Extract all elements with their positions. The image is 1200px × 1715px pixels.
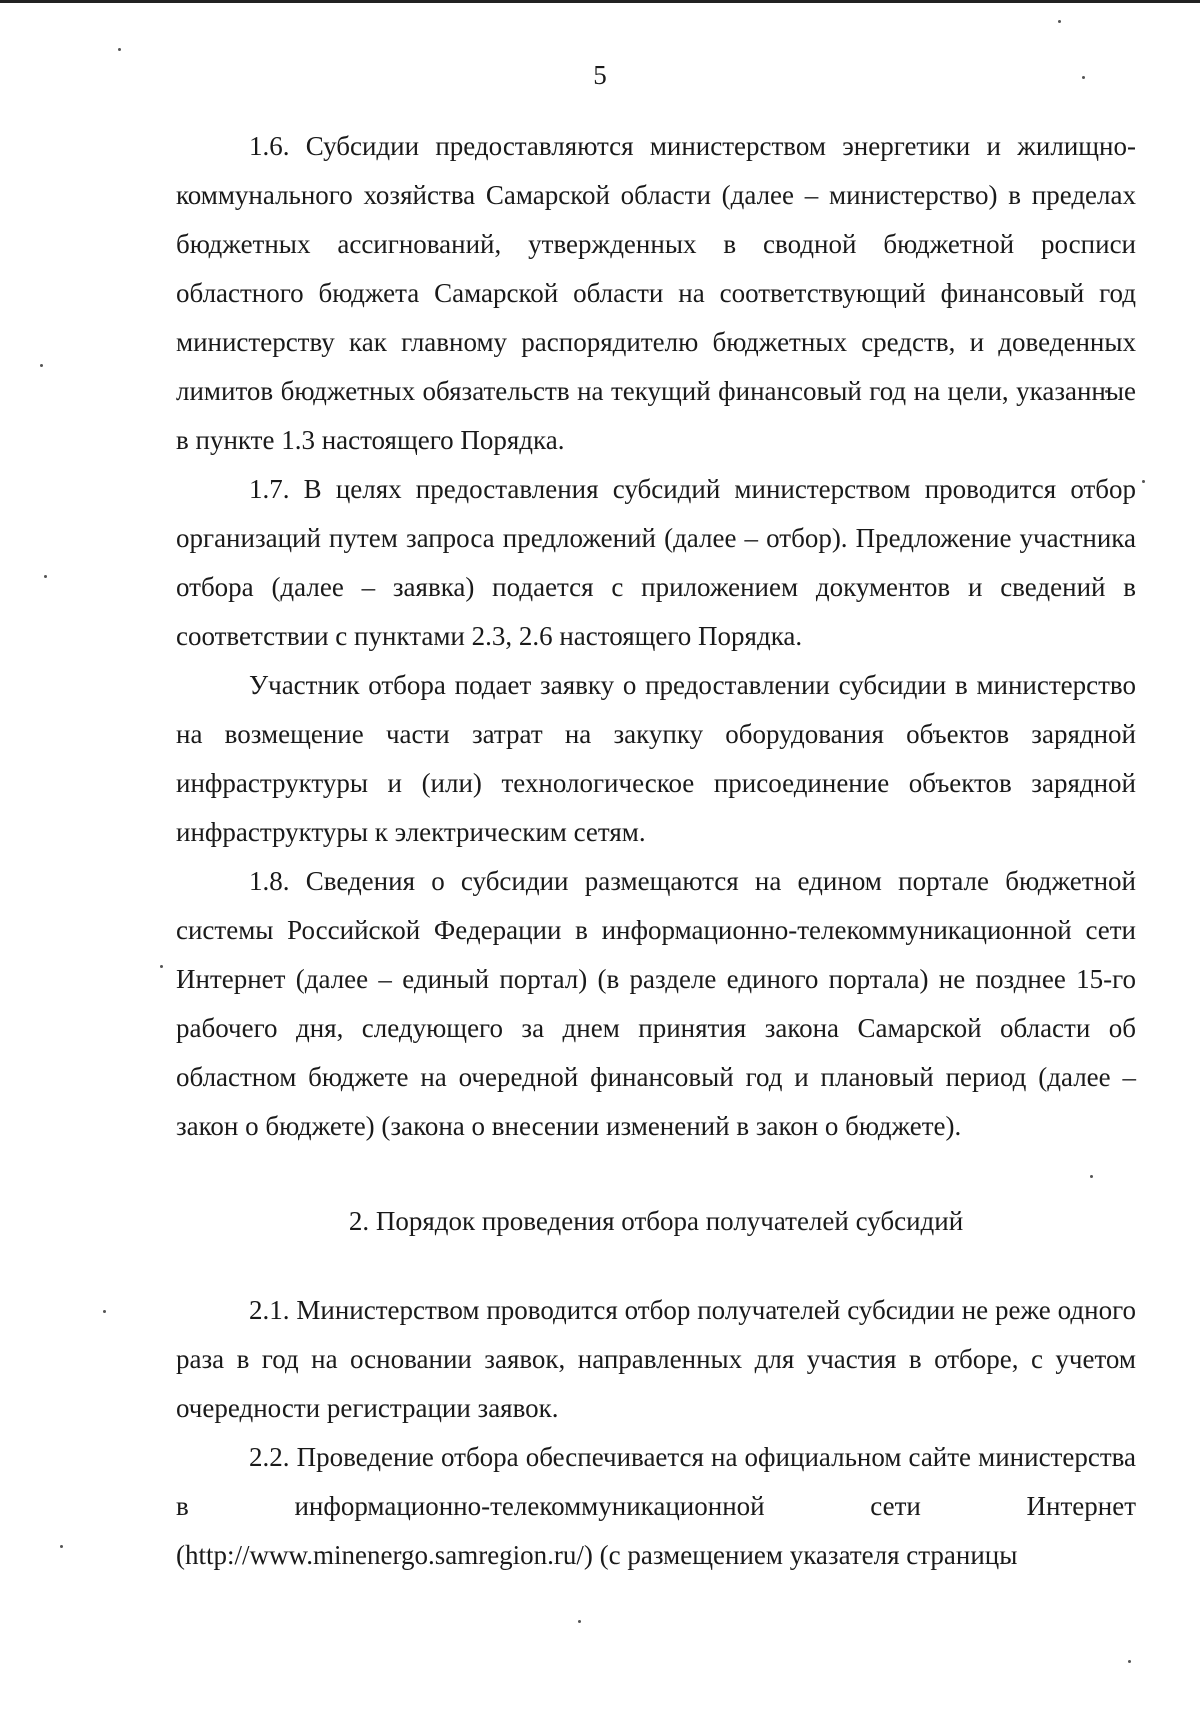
scan-speck bbox=[40, 364, 43, 367]
paragraph-1-6: 1.6. Субсидии предоставляются министерством энергетики и жилищно-коммунального хозяйства Самарской области (далее – министерство) в пределах бюджетных ассигнований, утвержденных в сводной бюджетной росписи областного бюджета Самарской области на соответствующий финансовый год министерству как главному распорядителю бюджетных средств, и доведенных лимитов бюджетных обязательств на текущий финансовый год на цели, указанные в пункте 1.3 настоящего Порядка. bbox=[176, 131, 1136, 455]
scan-speck bbox=[1128, 1660, 1131, 1663]
paragraph-2-1: 2.1. Министерством проводится отбор получателей субсидии не реже одного раза в год на основании заявок, направленных для участия в отборе, с учетом очередности регистрации заявок. bbox=[176, 1295, 1136, 1423]
paragraph-1-7-participant: Участник отбора подает заявку о предоставлении субсидии в министерство на возмещение части затрат на закупку оборудования объектов зарядной инфраструктуры и (или) технологическое присоединение объектов зарядной инфраструктуры к электрическим сетям. bbox=[176, 670, 1136, 847]
scan-top-edge-line bbox=[0, 0, 1200, 3]
section-2-heading: 2. Порядок проведения отбора получателей субсидий bbox=[348, 1206, 964, 1236]
scan-speck bbox=[60, 1545, 63, 1548]
scan-speck bbox=[118, 48, 121, 51]
page-number: 5 bbox=[593, 60, 607, 90]
scan-speck bbox=[44, 575, 47, 578]
scan-speck bbox=[1142, 480, 1145, 483]
scan-speck bbox=[103, 1310, 106, 1313]
paragraph-2-2: 2.2. Проведение отбора обеспечивается на официальном сайте министерства в информационно-телекоммуникационной сети Интернет (http://www.minenergo.samregion.ru/) (с размещением указателя страницы bbox=[176, 1442, 1136, 1570]
scan-speck bbox=[1058, 20, 1061, 23]
paragraph-1-8: 1.8. Сведения о субсидии размещаются на едином портале бюджетной системы Российской Федерации в информационно-телекоммуникационной сети Интернет (далее – единый портал) (в разделе единого портала) не позднее 15-го рабочего дня, следующего за днем принятия закона Самарской области об областном бюджете на очередной финансовый год и плановый период (далее – закон о бюджете) (закона о внесении изменений в закон о бюджете). bbox=[176, 866, 1136, 1141]
scan-speck bbox=[578, 1620, 581, 1623]
paragraph-1-7: 1.7. В целях предоставления субсидий министерством проводится отбор организаций путем запроса предложений (далее – отбор). Предложение участника отбора (далее – заявка) подается с приложением документов и сведений в соответствии с пунктами 2.3, 2.6 настоящего Порядка. bbox=[176, 474, 1136, 651]
document-body bbox=[176, 122, 1136, 1580]
scan-speck bbox=[160, 965, 163, 968]
